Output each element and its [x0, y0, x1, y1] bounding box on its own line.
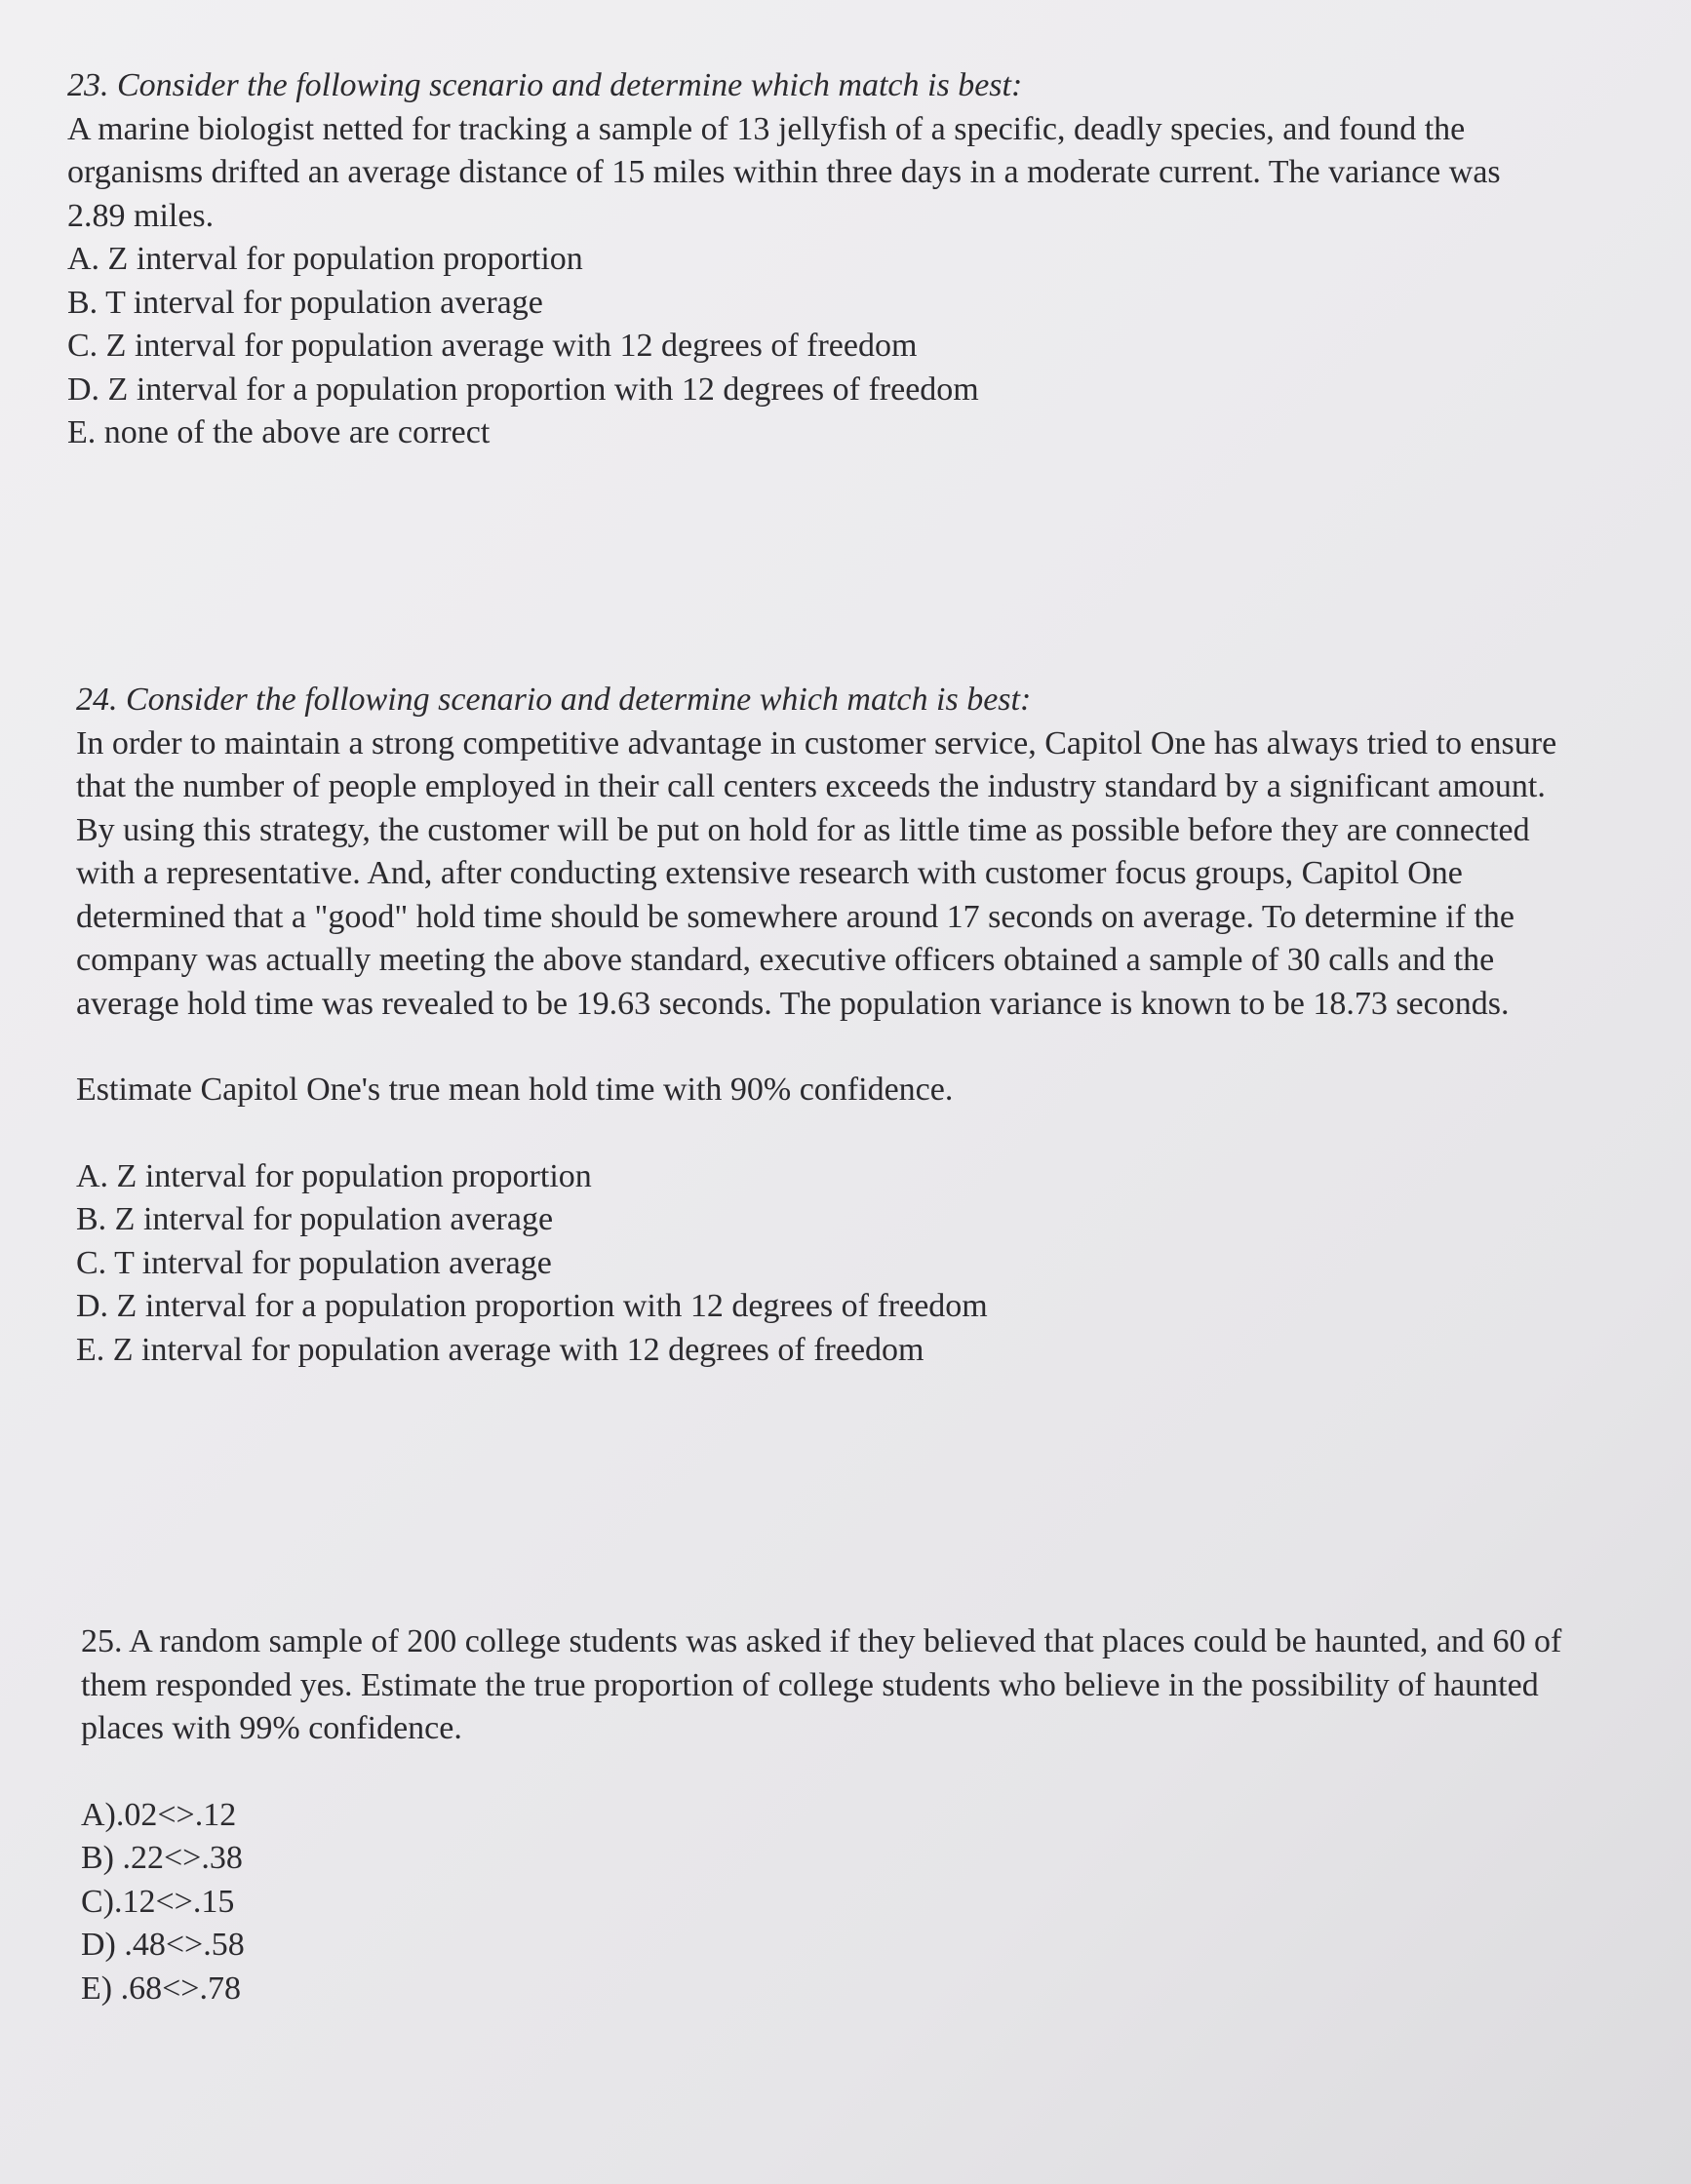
body-line: 25. A random sample of 200 college students was asked if they believed that places could be haunted, and 60 of — [81, 1623, 1562, 1659]
option-c: C).12<>.15 — [81, 1883, 235, 1920]
question-24-heading: 24. Consider the following scenario and determine which match is best: — [76, 682, 1032, 718]
question-25 — [81, 1620, 1641, 2010]
option-e: E) .68<>.78 — [81, 1970, 241, 2007]
spacer — [76, 1112, 1636, 1155]
body-line: that the number of people employed in their call centers exceeds the industry standard by a significant amount. — [76, 768, 1546, 804]
body-line: them responded yes. Estimate the true proportion of college students who believe in the possibility of haunted — [81, 1666, 1539, 1703]
body-line: In order to maintain a strong competitive advantage in customer service, Capitol One has always tried to ensure — [76, 724, 1557, 761]
body-line: places with 99% confidence. — [81, 1710, 462, 1746]
option-c: C. Z interval for population average with 12 degrees of freedom — [67, 328, 918, 364]
question-23 — [67, 64, 1628, 455]
spacer — [81, 1751, 1641, 1794]
option-d: D. Z interval for a population proportion with 12 degrees of freedom — [67, 370, 979, 408]
question-24 — [76, 679, 1636, 1372]
option-a: A).02<>.12 — [81, 1796, 237, 1833]
body-line: By using this strategy, the customer will be put on hold for as little time as possible before they are connected — [76, 811, 1530, 848]
option-b: B) .22<>.38 — [81, 1840, 243, 1876]
question-24-body — [76, 722, 1636, 1027]
body-line: with a representative. And, after conducting extensive research with customer focus groups, Capitol One — [76, 855, 1463, 891]
option-a: A. Z interval for population proportion — [67, 241, 583, 277]
body-line: A marine biologist netted for tracking a sample of 13 jellyfish of a specific, deadly species, and found the — [67, 110, 1466, 147]
option-e: E. Z interval for population average with 12 degrees of freedom — [76, 1331, 924, 1368]
question-25-options — [81, 1794, 1641, 2011]
option-e: E. none of the above are correct — [67, 414, 491, 450]
option-c: C. T interval for population average — [76, 1244, 552, 1281]
option-b: B. T interval for population average — [67, 284, 543, 321]
question-23-options — [67, 238, 1628, 455]
question-23-body — [67, 108, 1628, 239]
question-24-options — [76, 1155, 1636, 1373]
question-23-heading: 23. Consider the following scenario and determine which match is best: — [67, 67, 1023, 103]
option-d: D) .48<>.58 — [81, 1927, 245, 1963]
body-line: average hold time was revealed to be 19.63 seconds. The population variance is known to be 18.73 seconds. — [76, 985, 1510, 1022]
body-line: organisms drifted an average distance of 15 miles within three days in a moderate current. The variance was — [67, 154, 1501, 190]
option-a: A. Z interval for population proportion — [76, 1157, 592, 1194]
body-line: company was actually meeting the above standard, executive officers obtained a sample of 30 calls and the — [76, 942, 1495, 978]
question-24-prompt: Estimate Capitol One's true mean hold time with 90% confidence. — [76, 1072, 954, 1108]
body-line: 2.89 miles. — [67, 197, 215, 234]
question-25-body — [81, 1620, 1641, 1751]
option-b: B. Z interval for population average — [76, 1201, 554, 1237]
body-line: determined that a "good" hold time should be somewhere around 17 seconds on average. To determine if the — [76, 898, 1514, 935]
option-d: D. Z interval for a population proportion with 12 degrees of freedom — [76, 1288, 988, 1324]
